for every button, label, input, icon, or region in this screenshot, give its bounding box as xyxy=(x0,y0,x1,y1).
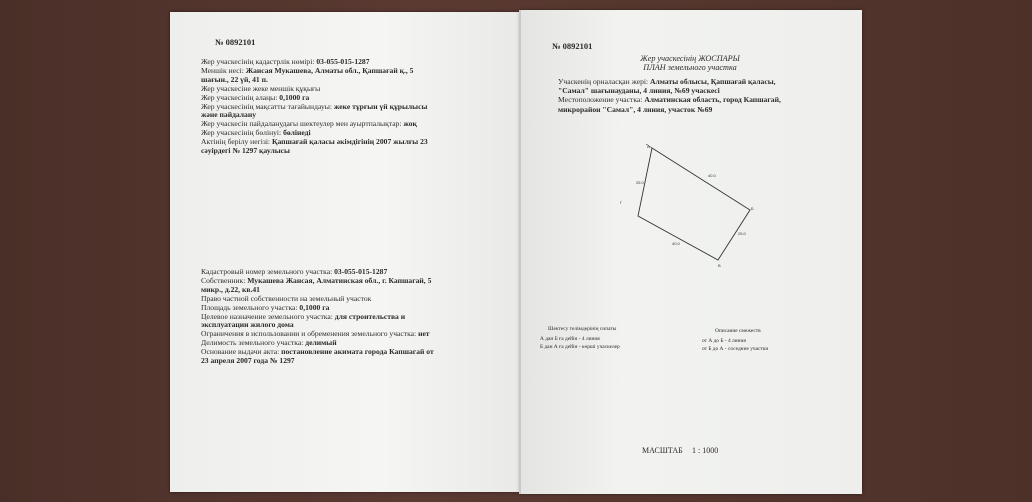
field-value: Алматинская область, город Капшагай, xyxy=(644,95,781,105)
land-plot-plan xyxy=(600,140,770,275)
field-label: Кадастровый номер земельного участка: xyxy=(201,267,335,276)
legend-kz-line-1: А дан Б ға дейін - 4 линия xyxy=(540,336,600,342)
field-label: Местоположение участка: xyxy=(558,95,645,105)
legend-ru-line-1: от А до Б - 4 линия xyxy=(702,338,746,344)
certificate-number-left: № 0892101 xyxy=(215,37,256,47)
scale-value: 1 : 1000 xyxy=(692,446,719,455)
field-value: микр., д.22, кв.41 xyxy=(201,284,260,294)
field-value: 23 апреля 2007 года № 1297 xyxy=(201,356,295,365)
side-length-cd: 40.0 xyxy=(672,241,680,246)
field-value: 03-055-015-1287 xyxy=(316,57,370,66)
field-value: 03-055-015-1287 xyxy=(334,267,388,276)
text-line xyxy=(558,106,712,115)
field-value: для строительства и xyxy=(334,311,406,321)
field-label: Жер учаскесінің бөлінуі: xyxy=(201,128,284,138)
field-value: 0,1000 га xyxy=(299,302,330,312)
field-value: жеке тұрғын үй құрылысы xyxy=(333,101,428,111)
certificate-number-right: № 0892101 xyxy=(552,41,593,51)
vertex-label-a: А xyxy=(647,144,650,149)
field-value: сәуірдегі № 1297 қаулысы xyxy=(201,146,290,155)
scale-label: МАСШТАБ xyxy=(642,446,683,455)
field-value: "Самал" шағынауданы, 4 линия, №69 учаскесі xyxy=(558,86,720,96)
field-value: постановление акимата города Капшагай от xyxy=(281,347,434,357)
field-label: Жер учаскесінің кадастрлік нөмірі: xyxy=(201,57,317,66)
field-label: Жер учаскесінің алаңы: xyxy=(201,92,280,102)
legend-ru-line-2: от Б до А - соседние участки xyxy=(702,346,769,352)
field-value: нет xyxy=(418,329,430,339)
text-line xyxy=(201,147,290,156)
vertex-label-d: Г xyxy=(620,200,623,205)
field-value: Мукашева Жансая, Алматинская обл., г. Капшагай, 5 xyxy=(247,275,432,285)
plan-title-ru: ПЛАН земельного участка xyxy=(643,63,737,72)
field-label: Право частной собственности на земельный участок xyxy=(201,293,372,303)
field-value: 0,1000 га xyxy=(279,92,310,102)
field-value: жоқ xyxy=(403,119,417,129)
field-label: Актінің берілу негізі: xyxy=(201,137,272,147)
field-value: Алматы облысы, Қапшағай қаласы, xyxy=(650,77,776,86)
field-label: Учаскенің орналасқан жері: xyxy=(558,77,651,86)
field-label: Жер учаскесіне жеке меншік құқығы xyxy=(201,83,321,93)
field-label: Жер учаскесінің мақсатты тағайындауы: xyxy=(201,101,334,111)
vertex-label-b: Б xyxy=(751,206,754,211)
field-label: Площадь земельного участка: xyxy=(201,302,300,312)
field-value: Қапшағай қаласы әкімдігінің 2007 жылғы 23 xyxy=(271,137,428,147)
plot-boundary xyxy=(638,148,750,260)
field-label: Жер учаскесін пайдаланудағы шектеулер мен ауыртпалықтар: xyxy=(201,119,404,129)
legend-ru-title: Описание смежеств xyxy=(715,328,761,334)
field-value: микрорайон "Самал", 4 линия, участок №69 xyxy=(558,104,713,114)
field-label: Основание выдачи акта: xyxy=(201,347,282,357)
field-value: және пайдалану xyxy=(201,110,257,120)
page-fold xyxy=(519,10,521,494)
field-label: Делимость земельного участка: xyxy=(201,338,306,348)
field-value: Жансая Мукашева, Алматы обл., Қапшағай қ., 5 xyxy=(245,65,414,75)
side-length-da: 25.0 xyxy=(636,180,644,185)
field-label: Собственник: xyxy=(201,275,248,285)
field-label: Целевое назначение земельного участка: xyxy=(201,311,335,321)
legend-kz-line-2: Б дан А ға дейін - көрші учаскелер xyxy=(540,344,620,350)
legend-kz-title: Шектесу телімдерінің сипаты xyxy=(548,326,617,332)
plan-title-kz: Жер учаскесінің ЖОСПАРЫ xyxy=(640,54,740,63)
field-label: Меншік иесі: xyxy=(201,65,246,75)
field-value: делимый xyxy=(305,338,337,348)
field-value: эксплуатации жилого дома xyxy=(201,320,294,330)
field-label: Ограничения в использовании и обременения земельного участка: xyxy=(201,329,419,339)
vertex-label-c: В xyxy=(718,263,721,268)
side-length-ab: 40.0 xyxy=(708,173,716,178)
side-length-bc: 25.0 xyxy=(738,231,746,236)
text-line xyxy=(201,357,295,366)
field-value: шағын., 22 үй, 41 п. xyxy=(201,74,268,84)
field-value: бөлінеді xyxy=(283,128,311,138)
